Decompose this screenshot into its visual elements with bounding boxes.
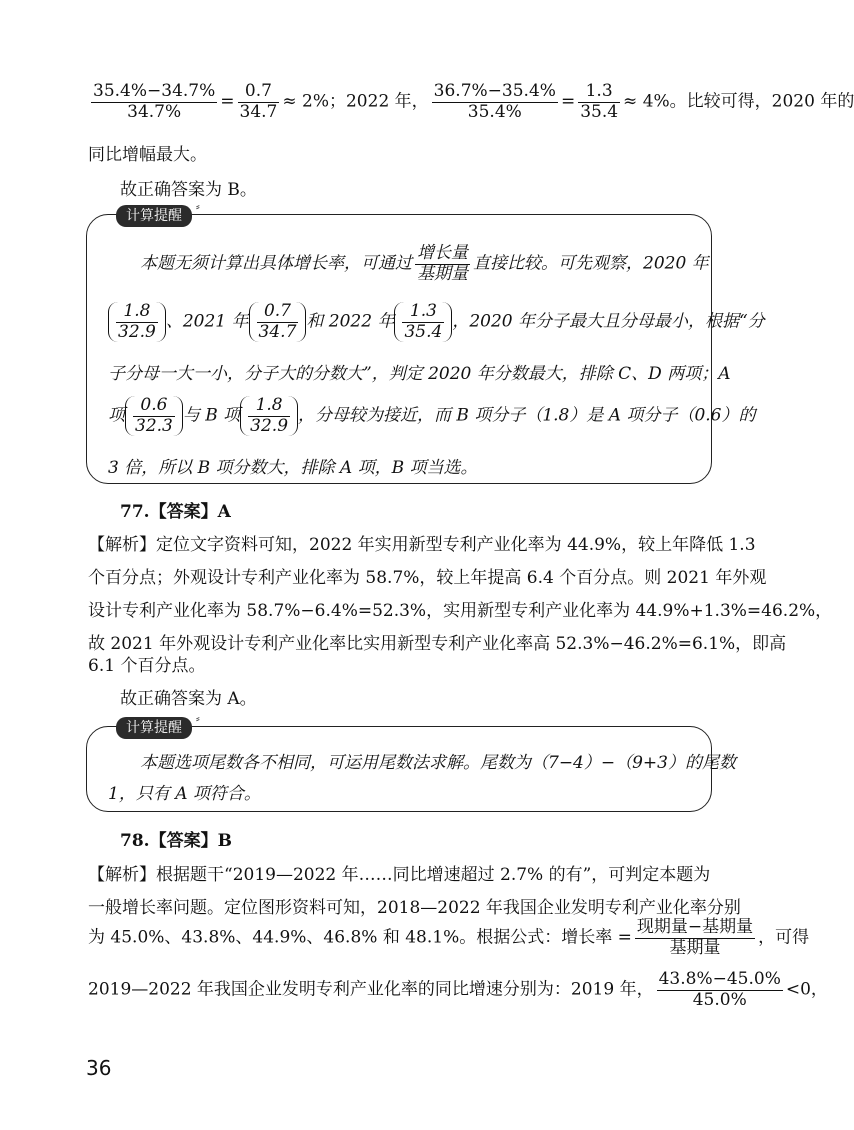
page-number: 36 [86, 1056, 112, 1080]
question-heading: 78.【答案】B [120, 831, 232, 851]
body-text: 一般增长率问题。定位图形资料可知，2018—2022 年我国企业发明专利产业化率分别 [88, 898, 741, 918]
sparkle-icon: ⸗ [196, 200, 200, 213]
body-text: 同比增幅最大。 [88, 145, 207, 165]
fraction: $\frac{35.4\%-34.7\%}{34.7\%}$ [93, 81, 216, 122]
calc-tip-tag: 计算提醒 [116, 717, 192, 739]
fraction: $\frac{1.8}{32.9}$ [118, 301, 156, 342]
answer-text: 故正确答案为 B。 [120, 180, 257, 200]
tip-text: 子分母一大一小，分子大的分数大”，判定 2020 年分数最大，排除 C、D 两项；A [108, 364, 731, 384]
body-text: 【解析】根据题干“2019—2022 年……同比增速超过 2.7% 的有”，可判定本题为 [88, 865, 711, 885]
calc-tip-tag: 计算提醒 [116, 205, 192, 227]
fraction: $\frac{\text{增长量}}{\text{基期量}}$ [417, 243, 468, 284]
fraction: $\frac{1.3}{35.4}$ [404, 301, 443, 342]
body-text: 为 45.0%、43.8%、44.9%、46.8% 和 48.1%。根据公式：增长率 = $\frac{\text{现期量−基期量}}{\text{基期量}}$ ，可得 [88, 917, 810, 958]
sparkle-icon: ⸗ [196, 712, 200, 725]
body-text: 故 2021 年外观设计专利产业化率比实用新型专利产业化率高 52.3%−46.2%=6.1%，即高 [88, 634, 787, 654]
body-text: 6.1 个百分点。 [88, 656, 206, 676]
fraction: $\frac{1.8}{32.9}$ [250, 395, 289, 436]
body-text: 设计专利产业化率为 58.7%−6.4%=52.3%，实用新型专利产业化率为 44.9%+1.3%=46.2%， [88, 601, 833, 621]
fraction: $\frac{0.6}{32.3}$ [135, 395, 173, 436]
fraction: $\frac{0.7}{34.7}$ [258, 301, 297, 342]
tip-text: 项 $\frac{0.6}{32.3}$ 与 B 项 $\frac{1.8}{32.9}$ ，分母较为接近，而 B 项分子（1.8）是 A 项分子（0.6）的 [108, 395, 756, 436]
tip-text: 1，只有 A 项符合。 [108, 784, 261, 804]
fraction: $\frac{43.8\%-45.0\%}{45.0\%}$ [658, 969, 781, 1010]
fraction: $\frac{0.7}{34.7}$ [239, 81, 278, 122]
answer-text: 故正确答案为 A。 [120, 689, 257, 709]
tip-text: 本题选项尾数各不相同，可运用尾数法求解。尾数为（7−4）−（9+3）的尾数 [140, 753, 736, 773]
tip-text: 本题无须计算出具体增长率，可通过 $\frac{\text{增长量}}{\text{基期量}}$ 直接比较。可先观察，2020 年 [140, 243, 709, 284]
fraction: $\frac{1.3}{35.4}$ [580, 81, 619, 122]
body-text: 【解析】定位文字资料可知，2022 年实用新型专利产业化率为 44.9%，较上年降低 1.3 [88, 535, 756, 555]
body-text: 个百分点；外观设计专利产业化率为 58.7%，较上年提高 6.4 个百分点。则 2021 年外观 [88, 568, 767, 588]
formula-line: $\frac{35.4\%-34.7\%}{34.7\%}$ = $\frac{0.7}{34.7}$ ≈ 2%；2022 年， $\frac{36.7\%-35.4\%}{35.4\%}$ = $\frac{1.3}{35.4}$ ≈ 4%。比较可得，2020 年的 [93, 81, 854, 122]
body-text: 2019—2022 年我国企业发明专利产业化率的同比增速分别为：2019 年， $\frac{43.8\%-45.0\%}{45.0\%}$ <0， [88, 969, 828, 1010]
tip-text: $\frac{1.8}{32.9}$ 、2021 年 $\frac{0.7}{34.7}$ 和 2022 年 $\frac{1.3}{35.4}$ ，2020 年分子最大且分母最小，根据“分 [108, 302, 765, 342]
tip-text: 3 倍，所以 B 项分数大，排除 A 项，B 项当选。 [108, 458, 478, 478]
question-heading: 77.【答案】A [120, 502, 231, 522]
fraction: $\frac{\text{现期量−基期量}}{\text{基期量}}$ [636, 917, 754, 958]
fraction: $\frac{36.7\%-35.4\%}{35.4\%}$ [433, 81, 556, 122]
